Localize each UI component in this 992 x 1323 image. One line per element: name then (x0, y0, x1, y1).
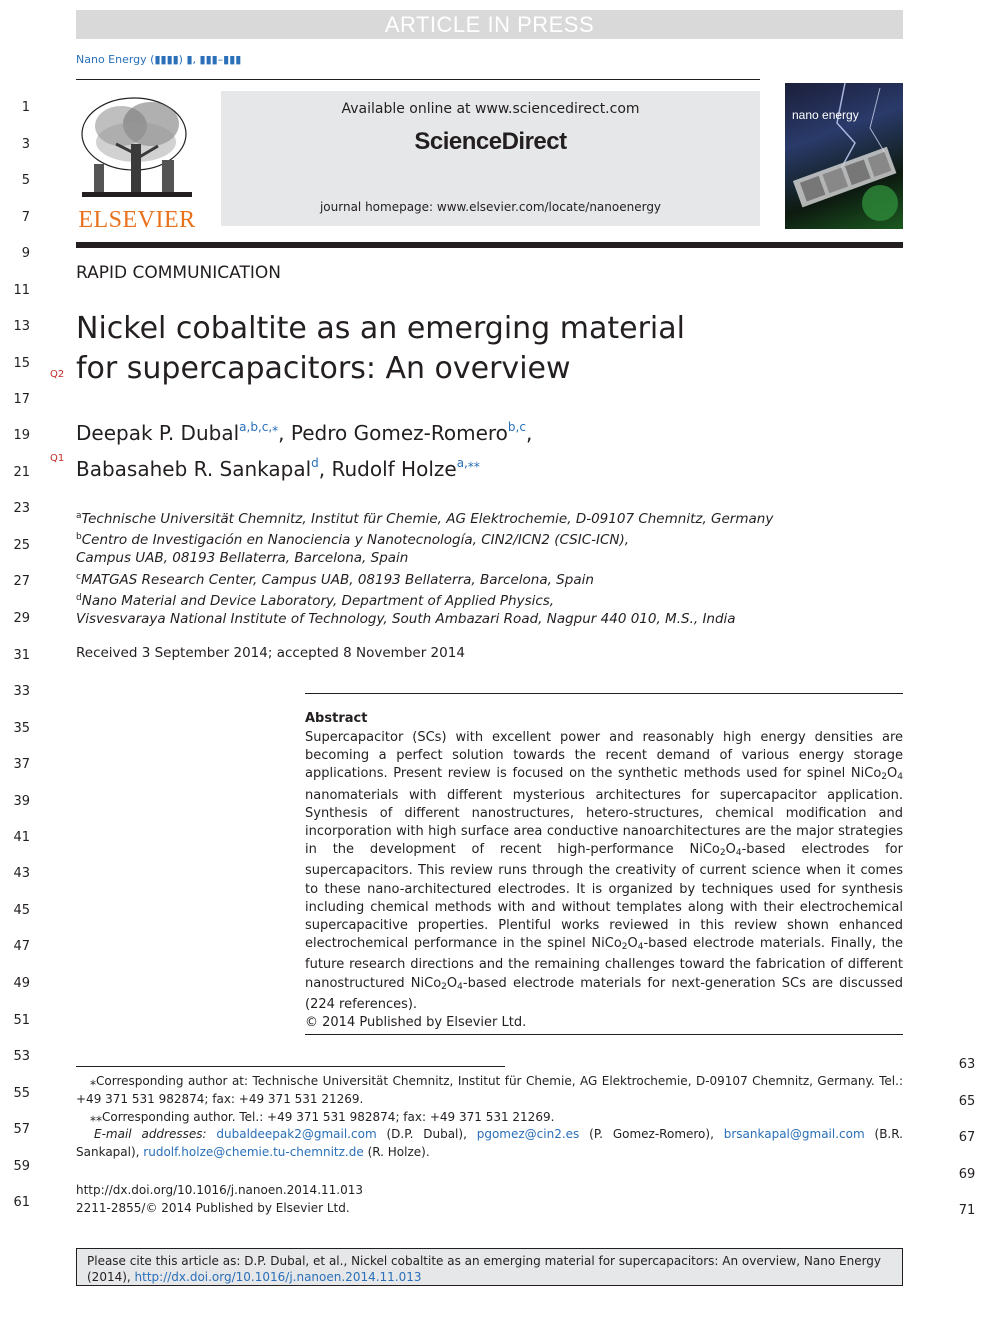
line-number: 23 (13, 501, 30, 516)
abstract-text: nanomaterials with different mysterious architectures for supercapacitor application. Synthesis of different nanostructures, hetero-structures, chemical modification and incorporation with high surface area conductive nanoarchitectures are the major strategies in the development of recent high-performance (305, 787, 903, 858)
journal-cover-image (785, 83, 903, 229)
author-name[interactable]: Pedro Gomez-Romero (290, 421, 508, 445)
author-separator: , (525, 421, 533, 445)
line-number: 31 (13, 648, 30, 663)
footnote-corresponding-2: Corresponding author. Tel.: +49 371 531 982874; fax: +49 371 531 21269. (102, 1109, 555, 1124)
line-number: 61 (13, 1195, 30, 1210)
line-number: 21 (13, 465, 30, 480)
email-label: E-mail addresses: (94, 1127, 207, 1142)
article-type: RAPID COMMUNICATION (76, 263, 281, 283)
line-number: 57 (13, 1122, 30, 1137)
line-numbers-right (950, 0, 990, 1240)
affiliation-label: c (76, 571, 81, 582)
issn-line: 2211-2855/© 2014 Published by Elsevier Ltd. (76, 1200, 350, 1215)
line-number: 49 (13, 976, 30, 991)
line-number: 71 (958, 1203, 976, 1218)
line-number: 55 (13, 1086, 30, 1101)
affiliation-label: b (76, 532, 82, 543)
doi-block (76, 1182, 363, 1217)
abstract-text: -based electrode materials. Finally, the future research directions and the remaining challenges toward the fabrication of different nanostructured (305, 936, 904, 991)
line-number: 53 (13, 1049, 30, 1064)
author-name[interactable]: Rudolf Holze (331, 457, 457, 481)
title-line: Nickel cobaltite as an emerging material (76, 311, 685, 346)
abstract-text: -based electrodes for supercapacitors. This review runs through the creativity of current science when it comes to these nano-architectured electrodes. It is organized by techniques used for synthesis including chemical methods with and without templates along with their electrochemical supercapacitive properties. Plentiful works reviewed in this review shown enhanced electrochemical performance in the spinel (305, 842, 903, 952)
line-number: 35 (13, 721, 30, 736)
line-numbers-left (0, 0, 36, 1240)
title-line: for supercapacitors: An overview (76, 351, 571, 386)
affiliation-c: MATGAS Research Center, Campus UAB, 08193 Bellaterra, Barcelona, Spain (80, 571, 594, 588)
article-title (76, 309, 776, 389)
email-owner: (D.P. Dubal), (376, 1127, 477, 1142)
footnote-mark: ⁎ (90, 1074, 96, 1088)
line-number: 5 (21, 173, 30, 188)
email-link[interactable]: rudolf.holze@chemie.tu-chemnitz.de (143, 1145, 364, 1160)
line-number: 11 (13, 283, 30, 298)
chemical-formula: $NiCo_2O_4$ (689, 842, 742, 859)
line-number: 3 (21, 137, 30, 152)
query-mark-q2[interactable]: Q2 (50, 369, 65, 380)
footnote-mark: ⁎⁎ (90, 1109, 102, 1124)
affiliation-b: Centro de Investigación en Nanociencia y Nanotecnología, CIN2/ICN2 (CSIC-ICN), (81, 532, 630, 549)
query-mark-q1[interactable]: Q1 (50, 453, 65, 464)
email-owner: (B.R. Sankapal), (76, 1127, 903, 1160)
line-number: 39 (13, 794, 30, 809)
line-number: 27 (13, 574, 30, 589)
affiliations (76, 507, 906, 628)
line-number: 1 (21, 100, 30, 115)
line-number: 9 (21, 246, 30, 261)
available-online-text: Available online at www.sciencedirect.com (341, 101, 640, 117)
footnote-rule (76, 1066, 505, 1067)
author-affiliation-marks[interactable]: a,b,c,⁎ (239, 420, 279, 434)
journal-homepage-text[interactable]: journal homepage: www.elsevier.com/locate/nanoenergy (319, 200, 662, 214)
abstract-bottom-rule (305, 1034, 903, 1035)
line-number: 67 (958, 1130, 976, 1145)
affiliation-label: d (76, 592, 82, 603)
email-link[interactable]: dubaldeepak2@gmail.com (216, 1127, 377, 1142)
journal-cover-title: nano energy (792, 108, 859, 122)
footnotes (76, 1073, 903, 1162)
line-number: 19 (13, 428, 30, 443)
chemical-formula: $NiCo_2O_4$ (591, 936, 644, 953)
article-in-press-banner: ARTICLE IN PRESS (76, 10, 903, 39)
line-number: 59 (13, 1159, 30, 1174)
author-list (76, 412, 532, 484)
line-number: 47 (13, 939, 30, 954)
line-number: 13 (13, 319, 30, 334)
author-affiliation-marks[interactable]: d (311, 456, 319, 470)
abstract-top-rule (305, 693, 903, 694)
line-number: 45 (13, 903, 30, 918)
citation-text: Please cite this article as: D.P. Dubal, et al., Nickel cobaltite as an emerging material for supercapacitors: An overview, Nano Energy (2014), (87, 1254, 882, 1284)
abstract-text: Supercapacitor (SCs) with excellent power and reasonably high energy densities are becoming a perfect solution towards the recent demand of various energy storage applications. Present review is focused on the synthetic methods used for spinel (305, 730, 903, 782)
line-number: 15 (13, 356, 30, 371)
abstract-text: -based electrode materials for next-generation SCs are discussed (224 references). (305, 975, 903, 1012)
email-owner: (P. Gomez-Romero), (579, 1127, 724, 1142)
citation-box (76, 1248, 903, 1286)
author-separator: , (318, 457, 332, 481)
doi-link[interactable]: http://dx.doi.org/10.1016/j.nanoen.2014.11.013 (76, 1183, 363, 1197)
line-number: 69 (958, 1167, 976, 1182)
line-number: 17 (13, 392, 30, 407)
author-affiliation-marks[interactable]: a,⁎⁎ (456, 456, 480, 470)
line-number: 29 (13, 611, 30, 626)
citation-doi-link[interactable]: http://dx.doi.org/10.1016/j.nanoen.2014.11.013 (134, 1270, 422, 1284)
line-number: 33 (13, 684, 30, 699)
header-rule (76, 242, 903, 248)
affiliation-a: Technische Universität Chemnitz, Institut für Chemie, AG Elektrochemie, D-09107 Chemnitz, Germany (81, 511, 774, 527)
line-number: 51 (13, 1013, 30, 1028)
abstract-heading: Abstract (305, 711, 368, 726)
affiliation-label: a (76, 511, 82, 521)
footnote-corresponding-1: Corresponding author at: Technische Universität Chemnitz, Institut für Chemie, AG Elektrochemie, D-09107 Chemnitz, Germany. Tel.: +49 371 531 982874; fax: +49 371 531 21269. (76, 1074, 903, 1106)
line-number: 41 (13, 830, 30, 845)
sciencedirect-logo[interactable]: ScienceDirect (414, 128, 567, 155)
line-number: 25 (13, 538, 30, 553)
line-number: 63 (958, 1057, 976, 1072)
line-number: 37 (13, 757, 30, 772)
email-link[interactable]: pgomez@cin2.es (476, 1127, 580, 1142)
email-owner: (R. Holze). (363, 1145, 430, 1160)
journal-reference[interactable]: Nano Energy (▮▮▮▮) ▮, ▮▮▮–▮▮▮ (76, 53, 242, 66)
line-number: 43 (13, 866, 30, 881)
author-separator: , (278, 421, 291, 445)
elsevier-wordmark: ELSEVIER (78, 207, 196, 233)
abstract-body (305, 729, 903, 1032)
author-name[interactable]: Deepak P. Dubal (76, 421, 240, 445)
chemical-formula: $NiCo_2O_4$ (850, 766, 903, 783)
chemical-formula: $NiCo_2O_4$ (410, 975, 463, 992)
affiliation-b-cont: Campus UAB, 08193 Bellaterra, Barcelona, Spain (76, 550, 409, 567)
line-number: 65 (958, 1094, 976, 1109)
email-link[interactable]: brsankapal@gmail.com (723, 1127, 865, 1142)
author-affiliation-marks[interactable]: b,c (507, 420, 526, 434)
top-rule (76, 79, 760, 80)
affiliation-d: Nano Material and Device Laboratory, Department of Applied Physics, (81, 592, 555, 609)
author-name[interactable]: Babasaheb R. Sankapal (76, 457, 312, 481)
abstract-copyright: © 2014 Published by Elsevier Ltd. (305, 1015, 527, 1031)
line-number: 7 (21, 210, 30, 225)
received-dates: Received 3 September 2014; accepted 8 November 2014 (76, 645, 465, 661)
affiliation-d-cont: Visvesvaraya National Institute of Technology, South Ambazari Road, Nagpur 440 010, M.S., India (76, 611, 736, 628)
